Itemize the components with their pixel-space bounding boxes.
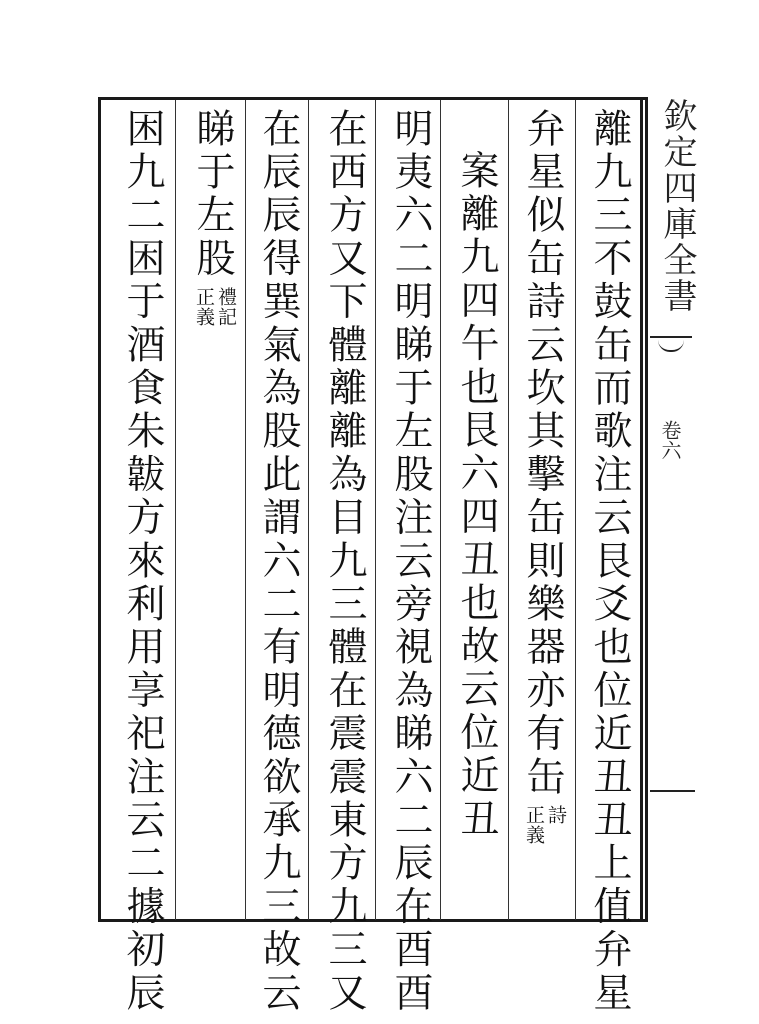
column-rule — [375, 100, 376, 920]
column-text: 睇于左股 — [190, 108, 235, 281]
column-text: 案離九四午也艮六四丑也故云位近丑 — [454, 150, 499, 842]
interlinear-note — [522, 805, 566, 845]
text-column-6 — [254, 108, 302, 1015]
fish-tail-ornament — [650, 336, 692, 354]
column-rule — [575, 100, 576, 920]
text-column-7 — [188, 108, 236, 327]
note-line: 禮記 — [215, 286, 237, 327]
note-line: 正義 — [523, 805, 545, 846]
column-rule — [440, 100, 441, 920]
text-column-5 — [320, 108, 368, 1015]
column-text: 困九二困于酒食朱韍方來利用享祀注云二據初辰 — [120, 108, 165, 1016]
book-title: 欽定四庫全書 — [657, 98, 697, 314]
text-column-8 — [118, 108, 166, 1015]
column-text: 弁星似缶詩云坎其擊缶則樂器亦有缶 — [520, 108, 565, 800]
column-text: 明夷六二明睇于左股注云旁視為睇六二辰在酉酉 — [388, 108, 433, 1016]
column-text: 在辰辰得巽氣為股此謂六二有明德欲承九三故云 — [256, 108, 301, 1016]
text-column-1 — [585, 108, 633, 1015]
text-column-2 — [518, 108, 566, 845]
column-rule — [508, 100, 509, 920]
column-text: 離九三不鼓缶而歌注云艮爻也位近丑丑上值弁星 — [587, 108, 632, 1016]
text-column-4 — [386, 108, 434, 1015]
volume-label: 卷六 — [658, 420, 682, 460]
column-text: 在西方又下體離離為目九三體在震震東方九三又 — [322, 108, 367, 1016]
frame-inner-line — [640, 97, 643, 922]
column-rule — [175, 100, 176, 920]
note-line: 正義 — [193, 286, 215, 327]
interlinear-note — [192, 287, 236, 327]
margin-divider — [650, 790, 695, 792]
column-rule — [308, 100, 309, 920]
column-rule — [245, 100, 246, 920]
note-line: 詩 — [545, 805, 567, 826]
text-column-3 — [452, 150, 500, 841]
